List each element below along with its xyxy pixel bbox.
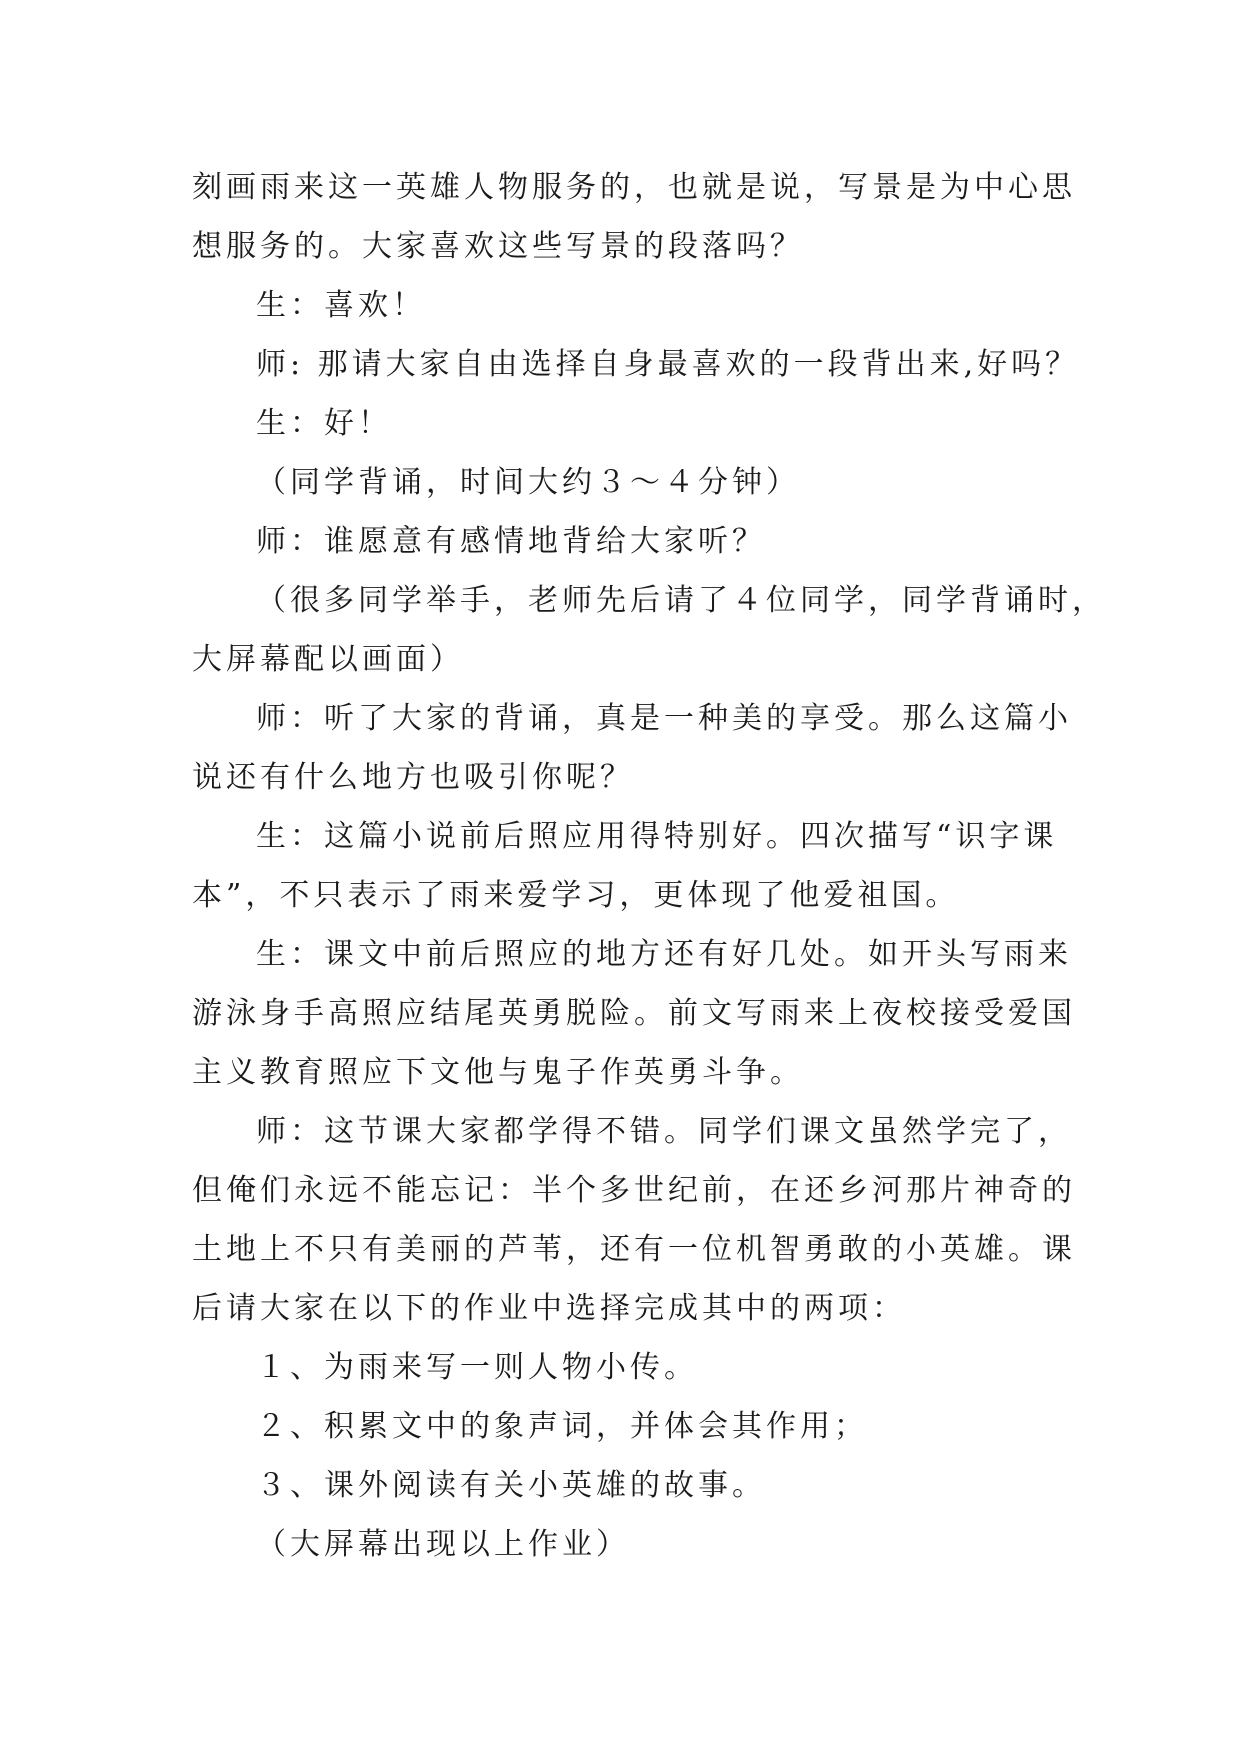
text-line: 大屏幕配以画面） [192,642,464,677]
text-line: ２、积累文中的象声词，并体会其作用； [256,1409,868,1444]
text-line: 土地上不只有美丽的芦苇，还有一位机智勇敢的小英雄。课 [192,1232,1076,1267]
text-line: 生：课文中前后照应的地方还有好几处。如开头写雨来 [256,937,1072,972]
text-line: 师：这节课大家都学得不错。同学们课文虽然学完了， [256,1114,1072,1149]
text-line: 生：好！ [256,406,392,441]
text-line: （很多同学举手，老师先后请了４位同学，同学背诵时， [256,583,1106,618]
text-line: 师：听了大家的背诵，真是一种美的享受。那么这篇小 [256,701,1072,736]
text-line: 刻画雨来这一英雄人物服务的，也就是说，写景是为中心思 [192,170,1076,205]
text-line: 生：喜欢！ [256,288,426,323]
text-line: 本”，不只表示了雨来爱学习，更体现了他爱祖国。 [192,878,960,913]
document-body [192,158,1106,1574]
text-line: 主义教育照应下文他与鬼子作英勇斗争。 [192,1055,804,1090]
text-line: 师：谁愿意有感情地背给大家听？ [256,524,766,559]
text-line: 想服务的。大家喜欢这些写景的段落吗？ [192,229,804,264]
text-line: （大屏幕出现以上作业） [256,1527,630,1562]
text-line: 后请大家在以下的作业中选择完成其中的两项： [192,1291,906,1326]
text-line: （同学背诵，时间大约３～４分钟） [256,465,800,500]
text-line: ３、课外阅读有关小英雄的故事。 [256,1468,766,1503]
text-line: 生：这篇小说前后照应用得特别好。四次描写“识字课 [256,819,1058,854]
text-line: 但俺们永远不能忘记：半个多世纪前，在还乡河那片神奇的 [192,1173,1076,1208]
text-line: 师: 那请大家自由选择自身最喜欢的一段背出来,好吗？ [256,347,1080,382]
text-line: 说还有什么地方也吸引你呢？ [192,760,634,795]
text-line: 游泳身手高照应结尾英勇脱险。前文写雨来上夜校接受爱国 [192,996,1076,1031]
text-line: １、为雨来写一则人物小传。 [256,1350,698,1385]
